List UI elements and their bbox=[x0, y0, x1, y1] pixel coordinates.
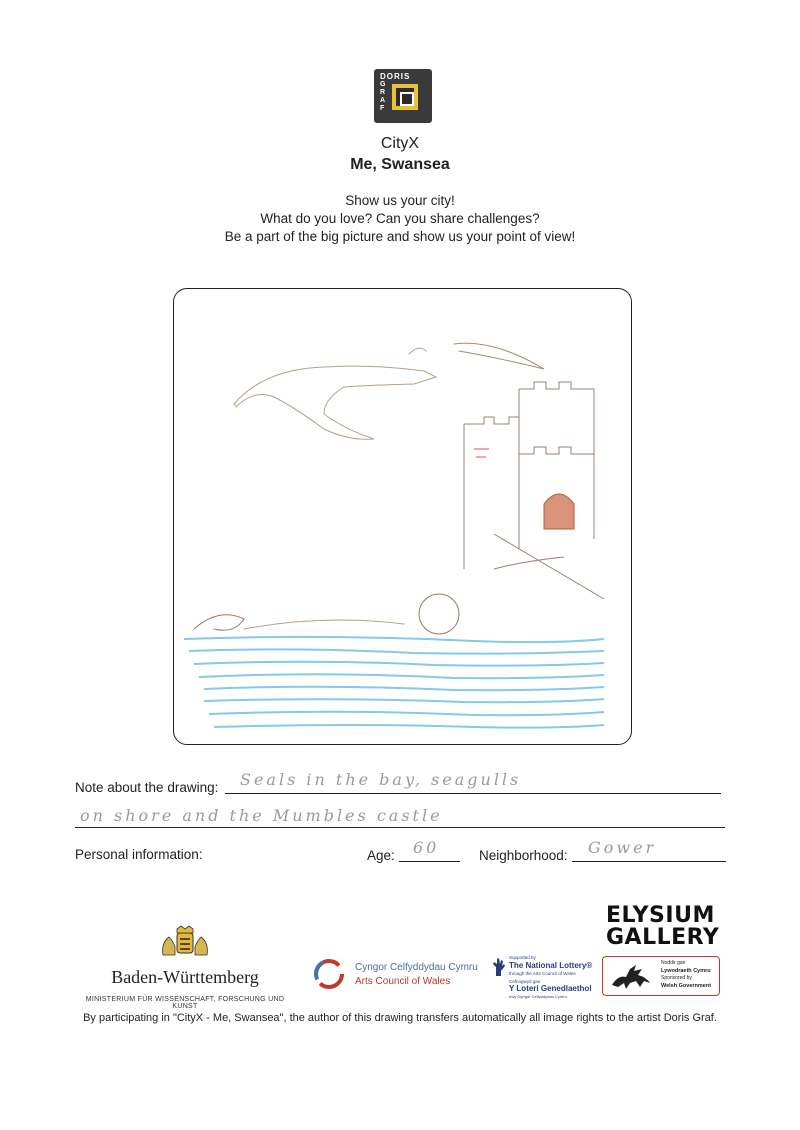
nl-cy-through: trwy Gyngor Celfyddydau Cymru bbox=[509, 994, 567, 999]
wg-text bbox=[661, 960, 711, 990]
elysium-gallery-logo bbox=[606, 905, 719, 949]
bw-ministry: MINISTERIUM FÜR WISSENSCHAFT, FORSCHUNG UND KUNST bbox=[85, 996, 285, 1010]
personal-info-label: Personal information: bbox=[75, 847, 203, 862]
drawing-frame bbox=[173, 288, 632, 745]
age-value[interactable]: 60 bbox=[413, 838, 440, 857]
nl-cy-supported: Cefnogwyd gan bbox=[509, 979, 541, 984]
sea-water bbox=[184, 637, 604, 728]
seal-sketch-left bbox=[194, 615, 244, 630]
rights-disclaimer: By participating in "CityX - Me, Swansea", the author of this drawing transfers automatically all image rights to the artist Doris Graf. bbox=[83, 1012, 717, 1024]
intro-line-3: Be a part of the big picture and show us your point of view! bbox=[224, 229, 576, 244]
bw-name: Baden-Württemberg bbox=[111, 967, 259, 987]
elysium-line-2: GALLERY bbox=[606, 925, 720, 950]
note-line-1 bbox=[225, 793, 721, 794]
logo-word-graf: GRAF bbox=[380, 81, 386, 112]
welsh-government-logo bbox=[602, 956, 720, 996]
age-label: Age: bbox=[367, 848, 395, 863]
note-label: Note about the drawing: bbox=[75, 780, 219, 795]
castle-sketch bbox=[464, 382, 604, 599]
logo-square-icon bbox=[392, 84, 418, 110]
note-handwriting-1[interactable]: Seals in the bay, seagulls bbox=[240, 770, 522, 789]
age-line bbox=[399, 861, 460, 862]
elysium-line-1: ELYSIUM bbox=[606, 903, 715, 928]
doris-graf-logo bbox=[374, 69, 432, 123]
wg-welsh-government: Welsh Government bbox=[661, 982, 712, 989]
nl-cy-name: Y Loteri Genedlaethol bbox=[509, 984, 592, 993]
page-subtitle: Me, Swansea bbox=[350, 156, 450, 173]
nl-supported-by: Supported by bbox=[509, 955, 536, 960]
gull-head-sketch bbox=[409, 348, 426, 354]
welsh-dragon-icon bbox=[608, 961, 654, 991]
lottery-hand-icon bbox=[492, 957, 506, 977]
intro-line-1: Show us your city! bbox=[345, 193, 455, 208]
acw-welsh-name: Cyngor Celfyddydau Cymru bbox=[355, 962, 478, 973]
wg-sponsored: Sponsored by bbox=[661, 975, 692, 981]
logo-word-doris: DORIS bbox=[380, 72, 411, 81]
acw-english-name: Arts Council of Wales bbox=[355, 976, 451, 987]
acw-ring-icon bbox=[312, 957, 346, 991]
intro-line-2: What do you love? Can you share challenges? bbox=[260, 211, 540, 226]
note-line-2 bbox=[75, 827, 725, 828]
coat-of-arms-icon bbox=[155, 925, 215, 959]
nl-through: through the Arts Council of Wales bbox=[509, 971, 576, 976]
drawing-illustration bbox=[174, 289, 632, 745]
neighborhood-label: Neighborhood: bbox=[479, 848, 568, 863]
seagull-sketch bbox=[234, 366, 436, 439]
wg-lywodraeth: Lywodraeth Cymru bbox=[661, 967, 711, 974]
wg-noddir: Noddir gan bbox=[661, 960, 686, 966]
intro-text bbox=[0, 192, 800, 246]
page-title: CityX bbox=[380, 135, 420, 152]
neighborhood-line bbox=[572, 861, 726, 862]
nl-name: The National Lottery® bbox=[509, 961, 593, 970]
note-handwriting-2[interactable]: on shore and the Mumbles castle bbox=[80, 806, 443, 825]
seal-head-sketch bbox=[419, 594, 459, 634]
cloud-sketch bbox=[454, 343, 544, 369]
baden-wuerttemberg-logo bbox=[75, 925, 295, 1010]
neighborhood-value[interactable]: Gower bbox=[588, 838, 657, 857]
rock-line-sketch bbox=[244, 620, 404, 629]
